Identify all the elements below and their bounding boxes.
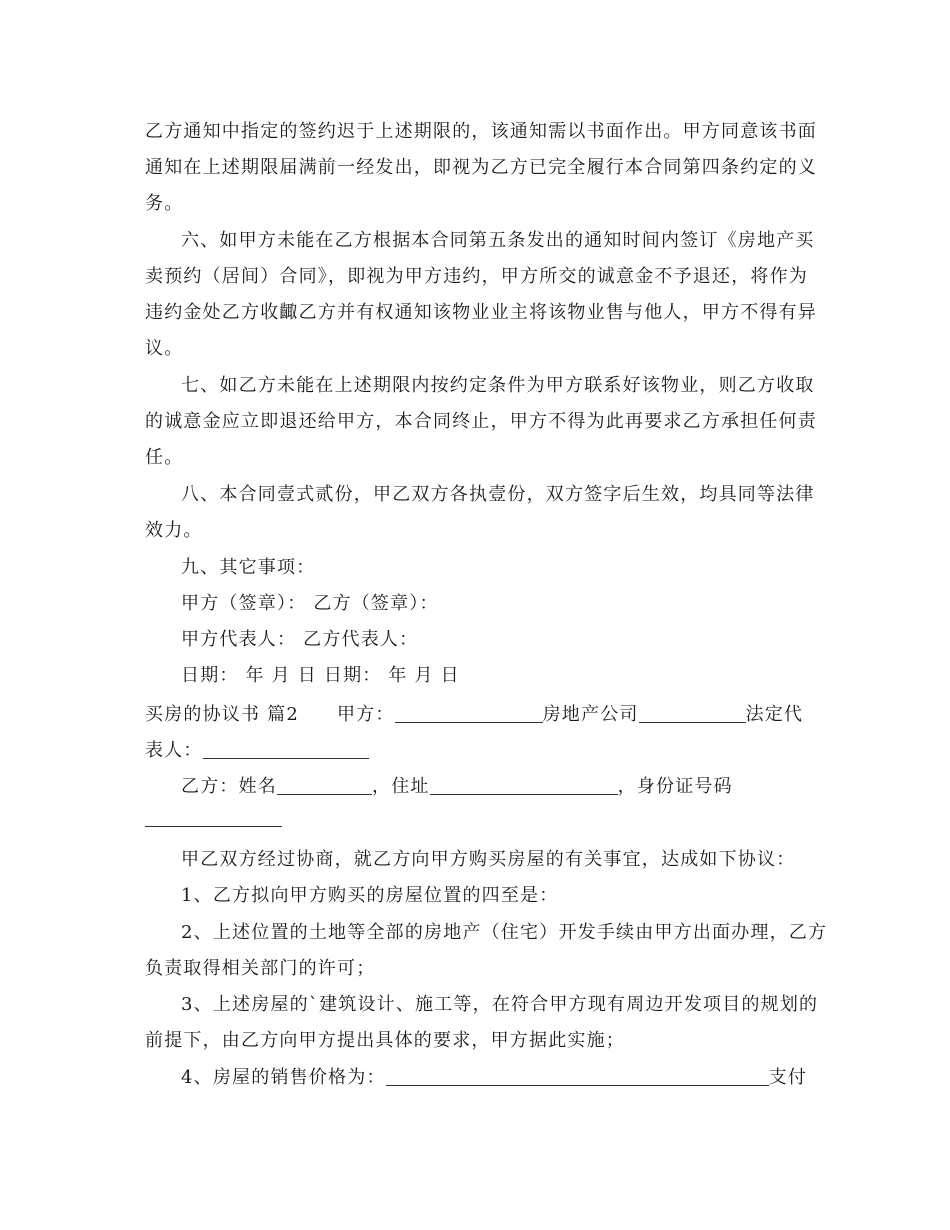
paragraph-line: 议。 bbox=[145, 338, 184, 359]
paragraph-line: 乙方通知中指定的签约迟于上述期限的，该通知需以书面作出。甲方同意该书面 bbox=[145, 121, 817, 142]
party-b-line bbox=[181, 775, 733, 799]
section2-title: 买房的协议书 篇2 bbox=[145, 704, 299, 725]
address-blank bbox=[430, 776, 618, 795]
paragraph-line: 务。 bbox=[145, 193, 184, 214]
clause-nine-line: 九、其它事项： bbox=[181, 557, 316, 578]
representative-line: 甲方代表人： 乙方代表人： bbox=[181, 629, 419, 650]
paragraph-line: 效力。 bbox=[145, 520, 203, 541]
address-label: ，住址 bbox=[372, 776, 430, 797]
item-three-line: 3、上述房屋的`建筑设计、施工等，在符合甲方现有周边开发项目的规划的 bbox=[181, 994, 819, 1015]
name-blank bbox=[277, 776, 372, 795]
price-suffix: 支付 bbox=[768, 1067, 808, 1088]
date-line: 日期： 年 月 日 日期： 年 月 日 bbox=[181, 665, 460, 686]
paragraph-line: 卖预约（居间）合同》，即视为甲方违约，甲方所交的诚意金不予退还，将作为 bbox=[145, 266, 808, 287]
clause-six-line: 六、如甲方未能在乙方根据本合同第五条发出的通知时间内签订《房地产买 bbox=[181, 230, 815, 251]
price-label: 4、房屋的销售价格为： bbox=[181, 1067, 386, 1088]
item-two-line: 2、上述位置的土地等全部的房地产（住宅）开发手续由甲方出面办理，乙方 bbox=[181, 922, 828, 943]
item-four-line bbox=[181, 1066, 807, 1090]
company-suffix: 房地产公司 bbox=[542, 704, 639, 725]
party-a-label: 甲方： bbox=[336, 704, 395, 725]
id-number-blank bbox=[145, 826, 282, 827]
paragraph-line: 任。 bbox=[145, 447, 184, 468]
clause-eight-line: 八、本合同壹式贰份，甲乙双方各执壹份，双方签字后生效，均具同等法律 bbox=[181, 484, 815, 505]
id-label: ，身份证号码 bbox=[617, 776, 733, 797]
agreement-intro-line: 甲乙双方经过协商，就乙方向甲方购买房屋的有关事宜，达成如下协议： bbox=[181, 849, 796, 870]
signature-line: 甲方（签章）： 乙方（签章）： bbox=[181, 593, 439, 614]
clause-seven-line: 七、如乙方未能在上述期限内按约定条件为甲方联系好该物业，则乙方收取 bbox=[181, 375, 815, 396]
item-one-line: 1、乙方拟向甲方购买的房屋位置的四至是： bbox=[181, 885, 559, 906]
company-blank bbox=[639, 704, 746, 723]
paragraph-line: 通知在上述期限届满前一经发出，即视为乙方已完全履行本合同第四条约定的义 bbox=[145, 157, 817, 178]
party-b-label: 乙方：姓名 bbox=[181, 776, 277, 797]
item-two-cont-line: 负责取得相关部门的许可； bbox=[145, 958, 376, 979]
paragraph-line: 违约金处乙方收齱乙方并有权通知该物业业主将该物业售与他人，甲方不得有异 bbox=[145, 302, 817, 323]
legal-rep-line bbox=[145, 739, 369, 763]
price-blank bbox=[386, 1067, 769, 1086]
legal-rep-blank bbox=[203, 740, 369, 759]
section2-header-line bbox=[145, 703, 803, 727]
party-a-blank bbox=[395, 704, 543, 723]
legal-rep-label-cont: 表人： bbox=[145, 740, 203, 761]
item-three-cont-line: 前提下，由乙方向甲方提出具体的要求，甲方据此实施； bbox=[145, 1030, 625, 1051]
legal-rep-label: 法定代 bbox=[745, 704, 804, 725]
paragraph-line: 的诚意金应立即退还给甲方，本合同终止，甲方不得为此再要求乙方承担任何责 bbox=[145, 411, 817, 432]
